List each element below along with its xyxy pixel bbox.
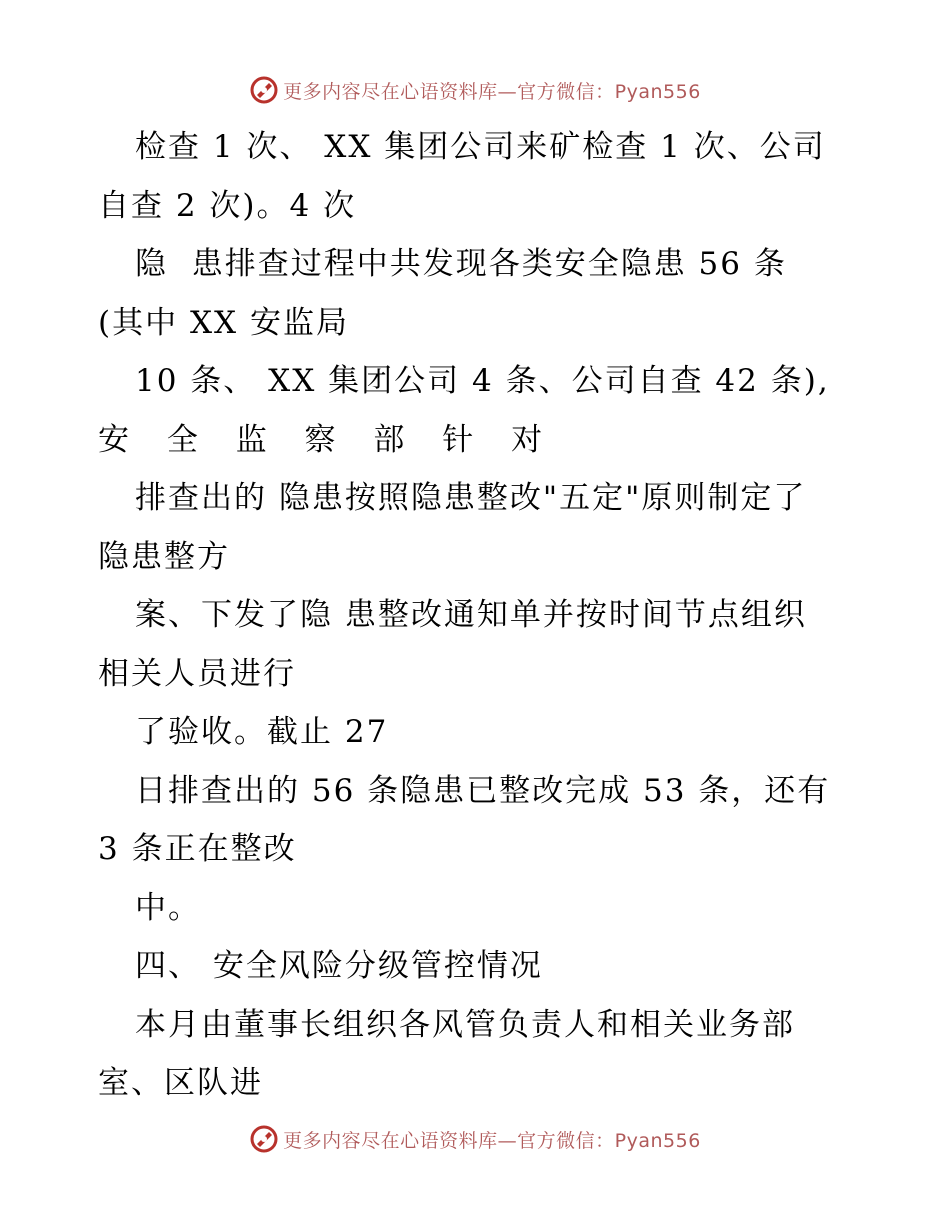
text-line: 安 全 监 察 部 针 对 [98, 422, 557, 458]
text-line: 10 条、 XX 集团公司 4 条、公司自查 42 条), [135, 363, 830, 399]
text-line: 隐 患排查过程中共发现各类安全隐患 56 条 [135, 246, 787, 282]
watermark-footer [0, 1122, 950, 1156]
watermark-text: 更多内容尽在心语资料库—官方微信：Pyan556 [283, 1129, 701, 1152]
watermark-text: 更多内容尽在心语资料库—官方微信：Pyan556 [283, 80, 701, 103]
text-line: 日排查出的 56 条隐患已整改完成 53 条，还有 [135, 773, 831, 809]
logo-icon [249, 1124, 279, 1154]
text-line: 隐患整方 [98, 539, 230, 575]
logo-icon [249, 75, 279, 105]
text-line: 中。 [135, 890, 201, 926]
watermark-header [0, 73, 950, 107]
text-line: (其中 XX 安监局 [98, 305, 349, 341]
text-line: 案、下发了隐 患整改通知单并按时间节点组织 [135, 597, 807, 633]
text-line: 3 条正在整改 [98, 831, 297, 867]
text-line: 排查出的 隐患按照隐患整改"五定"原则制定了 [135, 480, 807, 516]
text-line: 室、区队进 [98, 1065, 263, 1101]
text-line: 自查 2 次)。4 次 [98, 188, 357, 224]
text-line: 相关人员进行 [98, 656, 296, 692]
text-line: 检查 1 次、 XX 集团公司来矿检查 1 次、公司 [135, 129, 826, 165]
text-line: 本月由董事长组织各风管负责人和相关业务部 [135, 1007, 795, 1043]
text-line: 了验收。截止 27 [135, 714, 389, 750]
section-heading: 四、 安全风险分级管控情况 [135, 948, 543, 984]
